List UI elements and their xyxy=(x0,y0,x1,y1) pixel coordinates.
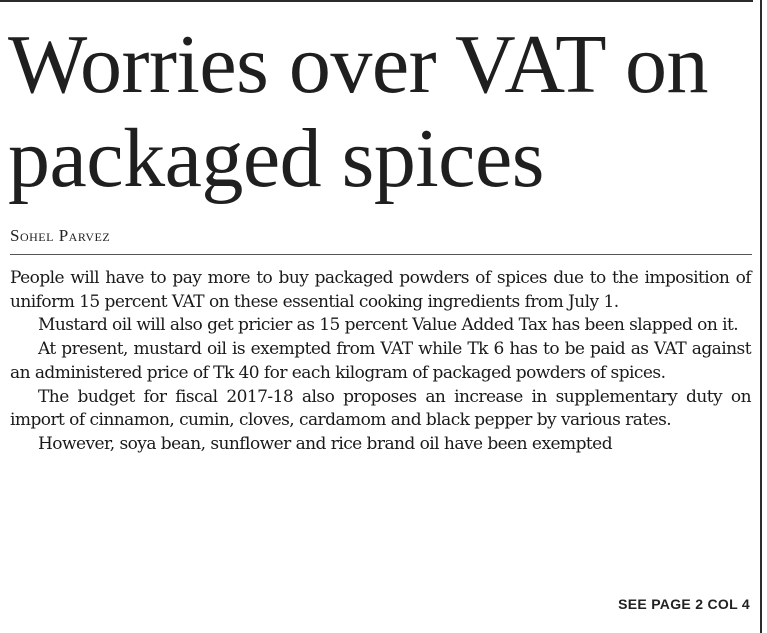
paragraph-2: Mustard oil will also get pricier as 15 percent Value Added Tax has been slapped on it. xyxy=(38,315,739,336)
column-rule xyxy=(760,0,762,633)
top-rule xyxy=(0,0,753,2)
paragraph-1: People will have to pay more to buy packaged powders of spices due to the imposition of uniform 15 percent VAT on these essential cooking ingredients from July 1. xyxy=(10,268,751,312)
paragraph-4: The budget for fiscal 2017-18 also proposes an increase in supplementary duty on import of cinnamon, cumin, cloves, cardamom and black pepper by various rates. xyxy=(10,386,751,431)
paragraph-5: However, soya bean, sunflower and rice brand oil have been exempted xyxy=(38,433,613,454)
byline: Sohel Parvez xyxy=(10,226,111,245)
continuation-link[interactable]: SEE PAGE 2 COL 4 xyxy=(618,596,750,612)
paragraph-3: At present, mustard oil is exempted from VAT while Tk 6 has to be paid as VAT against an administered price of Tk 40 for each kilogram of packaged powders of spices. xyxy=(10,339,751,383)
article-body xyxy=(10,267,751,457)
byline-rule xyxy=(10,254,752,255)
headline: Worries over VAT on packaged spices xyxy=(8,18,709,205)
